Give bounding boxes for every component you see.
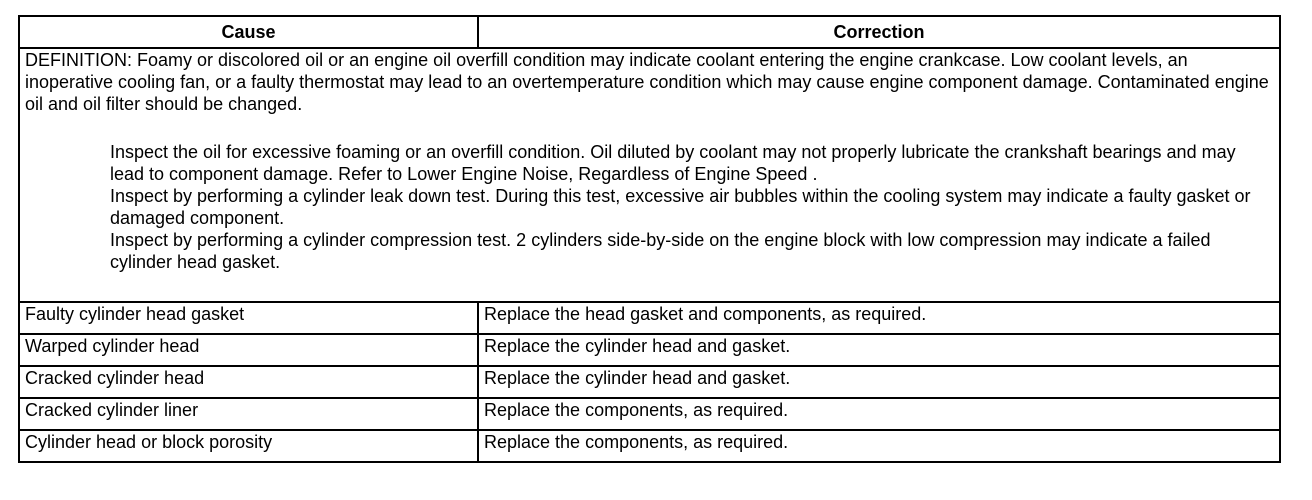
cause-cell: Cracked cylinder head (19, 366, 478, 398)
inspection-item: Inspect by performing a cylinder compression test. 2 cylinders side-by-side on the engine block with low compression may indicate a failed cylinder head gasket. (110, 230, 1211, 272)
inspection-list (110, 141, 1274, 273)
correction-cell: Replace the cylinder head and gasket. (478, 334, 1280, 366)
cause-header: Cause (19, 16, 478, 48)
table-row (19, 366, 1280, 398)
inspection-item: Inspect the oil for excessive foaming or an overfill condition. Oil diluted by coolant may not properly lubricate the crankshaft bearings and may lead to component damage. Refer to Lower Engine Noise, Regardless of Engine Speed . (110, 142, 1236, 184)
definition-text: DEFINITION: Foamy or discolored oil or an engine oil overfill condition may indicate coolant entering the engine crankcase. Low coolant levels, an inoperative cooling fan, or a faulty thermostat may lead to an overtemperature condition which may cause engine component damage. Contaminated engine oil and oil filter should be changed. (25, 50, 1269, 114)
correction-cell: Replace the components, as required. (478, 430, 1280, 462)
correction-cell: Replace the head gasket and components, as required. (478, 302, 1280, 334)
table-row (19, 430, 1280, 462)
correction-cell: Replace the cylinder head and gasket. (478, 366, 1280, 398)
diagnostic-table (18, 15, 1281, 463)
definition-cell (19, 48, 1280, 302)
cause-cell: Cracked cylinder liner (19, 398, 478, 430)
inspection-item: Inspect by performing a cylinder leak down test. During this test, excessive air bubbles within the cooling system may indicate a faulty gasket or damaged component. (110, 186, 1251, 228)
definition-row (19, 48, 1280, 302)
table-row (19, 302, 1280, 334)
table-row (19, 398, 1280, 430)
table-row (19, 334, 1280, 366)
cause-cell: Cylinder head or block porosity (19, 430, 478, 462)
cause-cell: Faulty cylinder head gasket (19, 302, 478, 334)
correction-cell: Replace the components, as required. (478, 398, 1280, 430)
header-row (19, 16, 1280, 48)
cause-cell: Warped cylinder head (19, 334, 478, 366)
correction-header: Correction (478, 16, 1280, 48)
